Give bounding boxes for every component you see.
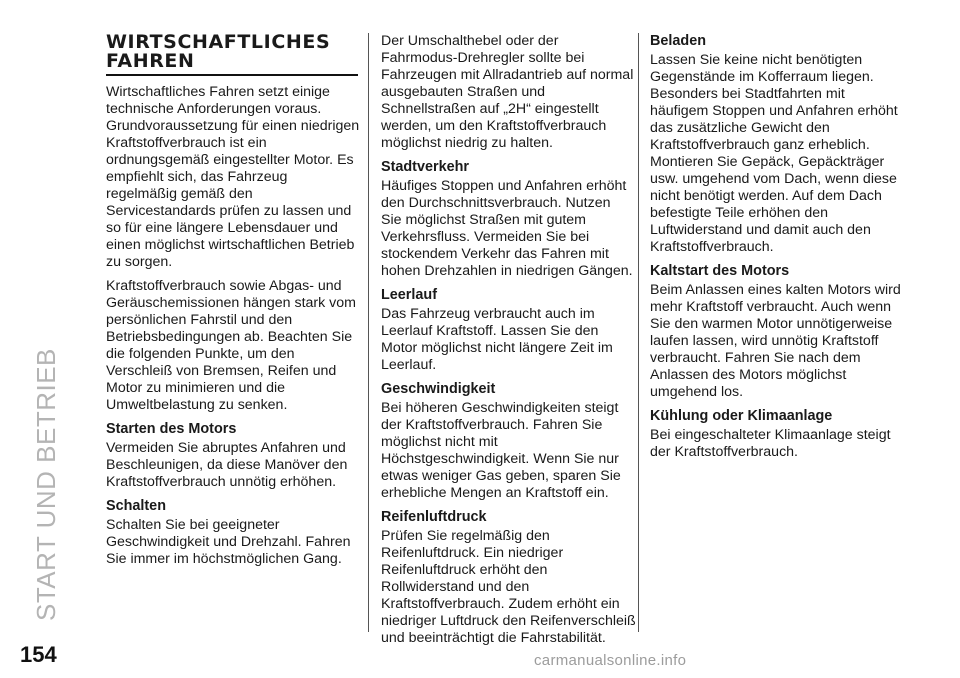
text-line: Anlassen des Motors möglichst (650, 367, 847, 383)
text-line: erhebliche Mengen an Kraftstoff ein. (381, 485, 609, 501)
text-line: Wirtschaftliches Fahren setzt einige (106, 84, 330, 100)
text-line: Servicestandards prüfen zu lassen und (106, 203, 352, 219)
text-line: Prüfen Sie regelmäßig den (381, 528, 550, 544)
text-line: häufigem Stoppen und Anfahren erhöht (650, 103, 898, 119)
text-line: Lassen Sie keine nicht benötigten (650, 52, 863, 68)
text-line: Der Umschalthebel oder der (381, 33, 559, 49)
column-divider (638, 33, 639, 632)
text-line: und beeinträchtigt die Fahrstabilität. (381, 630, 606, 646)
text-line: Reifenluftdruck erhöht den (381, 562, 548, 578)
text-line: so für eine längere Lebensdauer und (106, 220, 338, 236)
text-line: Bei höheren Geschwindigkeiten steigt (381, 400, 619, 416)
text-line: Leerlauf. (381, 357, 437, 373)
text-line: nicht benötigt werden. Auf dem Dach (650, 188, 882, 204)
column-1 (106, 33, 358, 575)
section-heading-line: WIRTSCHAFTLICHES (106, 31, 331, 53)
text-line: möglichst niedrig zu halten. (381, 135, 553, 151)
watermark: carmanualsonline.info (534, 652, 687, 669)
text-line: niedriger Luftdruck den Reifenverschleiß (381, 613, 636, 629)
paragraph (381, 400, 633, 502)
text-line: Besonders bei Stadtfahrten mit (650, 86, 845, 102)
text-line: regelmäßig gemäß den (106, 186, 253, 202)
section-heading-line: FAHREN (106, 50, 195, 72)
text-line: Rollwiderstand und den (381, 579, 530, 595)
text-line: Kraftstoffverbrauch sowie Abgas- und (106, 278, 342, 294)
text-line: persönlichen Fahrstil und den (106, 312, 293, 328)
subheading: Reifenluftdruck (381, 509, 487, 525)
subheading: Schalten (106, 498, 166, 514)
text-line: Reifenluftdruck. Ein niedriger (381, 545, 564, 561)
text-line: Kraftstoffverbrauch. Zudem erhöht ein (381, 596, 620, 612)
text-line: die folgenden Punkte, um den (106, 346, 295, 362)
text-line: das zusätzliche Gewicht den (650, 120, 830, 136)
paragraph (650, 282, 902, 401)
subheading: Geschwindigkeit (381, 381, 496, 397)
paragraph (381, 306, 633, 374)
subheading: Stadtverkehr (381, 159, 469, 175)
text-line: einen möglichst wirtschaftlichen Betrieb (106, 237, 355, 253)
text-line: mehr Kraftstoff verbraucht. Auch wenn (650, 299, 892, 315)
text-line: der Kraftstoffverbrauch. (650, 444, 798, 460)
text-line: möglichst nicht mit (381, 434, 498, 450)
text-line: Leerlauf Kraftstoff. Lassen Sie den (381, 323, 599, 339)
paragraph (106, 84, 358, 271)
page-number: 154 (20, 642, 57, 667)
text-line: Motor möglichst nicht längere Zeit im (381, 340, 613, 356)
text-line: Fahrzeugen mit Allradantrieb auf normal (381, 67, 634, 83)
text-line: Sie immer im höchstmöglichen Gang. (106, 551, 342, 567)
column-divider (368, 33, 369, 632)
subheading: Leerlauf (381, 287, 437, 303)
text-line: Schalten Sie bei geeigneter (106, 517, 280, 533)
text-line: den Durchschnittsverbrauch. Nutzen (381, 195, 611, 211)
text-line: Vermeiden Sie abruptes Anfahren und (106, 440, 346, 456)
text-line: Bei eingeschalteter Klimaanlage steigt (650, 427, 891, 443)
column-2 (381, 33, 636, 654)
paragraph (106, 278, 358, 414)
text-line: zu sorgen. (106, 254, 173, 270)
text-line: Das Fahrzeug verbraucht auch im (381, 306, 595, 322)
subheading: Kühlung oder Klimaanlage (650, 408, 833, 424)
text-line: stockendem Verkehr das Fahren mit (381, 246, 609, 262)
text-line: empfiehlt sich, das Fahrzeug (106, 169, 288, 185)
text-line: Geräuschemissionen hängen stark vom (106, 295, 356, 311)
text-line: Beim Anlassen eines kalten Motors wird (650, 282, 901, 298)
text-line: Sie möglichst Straßen mit gutem (381, 212, 587, 228)
text-line: Schnellstraßen auf „2H“ eingestellt (381, 101, 599, 117)
text-line: Sie den warmen Motor unnötigerweise (650, 316, 893, 332)
section-heading (106, 33, 358, 76)
paragraph (650, 52, 902, 256)
text-line: verbraucht. Fahren Sie nach dem (650, 350, 861, 366)
text-line: Montieren Sie Gepäck, Gepäckträger (650, 154, 885, 170)
paragraph (381, 33, 633, 152)
column-3 (650, 33, 902, 468)
paragraph (381, 178, 633, 280)
text-line: Kraftstoffverbrauch ganz erheblich. (650, 137, 870, 153)
paragraph (106, 517, 358, 568)
text-line: Fahrmodus-Drehregler sollte bei (381, 50, 585, 66)
text-line: Geschwindigkeit und Drehzahl. Fahren (106, 534, 351, 550)
text-line: technische Anforderungen voraus. (106, 101, 322, 117)
text-line: laufen lassen, wird unnötig Kraftstoff (650, 333, 879, 349)
text-line: Kraftstoffverbrauch ist ein (106, 135, 267, 151)
text-line: befestigte Teile erhöhen den (650, 205, 829, 221)
text-line: Verkehrsfluss. Vermeiden Sie bei (381, 229, 590, 245)
text-line: Luftwiderstand und damit auch den (650, 222, 871, 238)
text-line: ordnungsgemäß eingestellter Motor. Es (106, 152, 354, 168)
subheading: Starten des Motors (106, 421, 237, 437)
paragraph (106, 440, 358, 491)
paragraph (650, 427, 902, 461)
text-line: hohen Drehzahlen in niedrigen Gängen. (381, 263, 633, 279)
text-line: Kraftstoffverbrauch. (650, 239, 774, 255)
text-line: ausgebauten Straßen und (381, 84, 546, 100)
text-line: etwas weniger Gas geben, sparen Sie (381, 468, 621, 484)
text-line: Motor zu minimieren und die (106, 380, 285, 396)
text-line: Kraftstoffverbrauch unnötig erhöhen. (106, 474, 337, 490)
text-line: Umweltbelastung zu senken. (106, 397, 288, 413)
text-line: werden, um den Kraftstoffverbrauch (381, 118, 607, 134)
subheading: Beladen (650, 33, 706, 49)
subheading: Kaltstart des Motors (650, 263, 790, 279)
text-line: Grundvoraussetzung für einen niedrigen (106, 118, 360, 134)
text-line: Verschleiß von Bremsen, Reifen und (106, 363, 337, 379)
chapter-title: START UND BETRIEB (31, 348, 61, 621)
text-line: Gegenstände im Kofferraum liegen. (650, 69, 874, 85)
text-line: der Kraftstoffverbrauch. Fahren Sie (381, 417, 603, 433)
text-line: umgehend los. (650, 384, 744, 400)
text-line: Betriebsbedingungen ab. Beachten Sie (106, 329, 353, 345)
paragraph (381, 528, 636, 647)
text-line: Höchstgeschwindigkeit. Wenn Sie nur (381, 451, 619, 467)
text-line: Häufiges Stoppen und Anfahren erhöht (381, 178, 627, 194)
text-line: usw. umgehend vom Dach, wenn diese (650, 171, 897, 187)
text-line: Beschleunigen, da diese Manöver den (106, 457, 348, 473)
